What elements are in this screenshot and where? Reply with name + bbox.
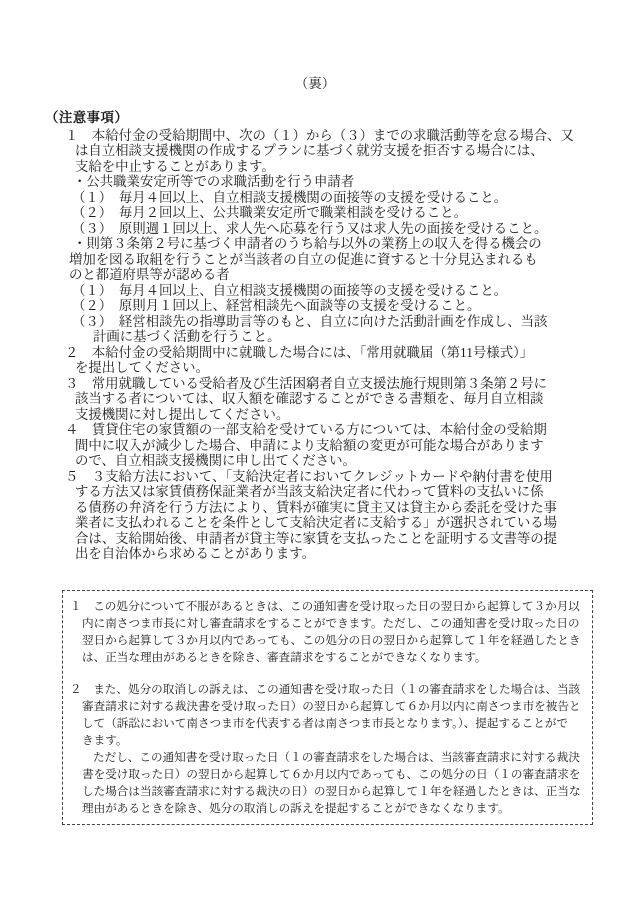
notice-line: る債務の弁済を行う方法により、賃料が確実に貸主又は貸主から委託を受けた事 [75, 499, 558, 515]
appeal-line: ただし、この通知書を受け取った日（１の審査請求をした場合は、当該審査請求に対する裁決 [93, 751, 580, 764]
notice-heading: （注意事項） [45, 110, 129, 125]
notice-line: ・公共職業安定所等での求職活動を行う申請者 [73, 174, 355, 189]
notice-line: ので、自立相談支援機関に申し出てください。 [75, 453, 356, 468]
notice-line: （３） 原則週１回以上、求人先へ応募を行う又は求人先の面接を受けること。 [72, 220, 548, 236]
appeal-line: 審査請求に対する裁決書を受け取った日）の翌日から起算して６か月以内に南さつま市を被告と [82, 700, 581, 713]
notice-line: する方法又は家賃債務保証業者が当該支給決定者に代わって賃料の支払いに係 [75, 484, 544, 499]
appeal-paragraph-1 [70, 598, 584, 666]
appeal-line: ２ また、処分の取消しの訴えは、この通知書を受け取った日（１の審査請求をした場合は、当該 [70, 683, 581, 696]
appeal-paragraph-2 [70, 681, 584, 817]
appeal-notice-box [62, 590, 593, 825]
notice-line: 計画に基づく活動を行うこと。 [93, 329, 281, 344]
appeal-line: 理由があるときを除き、処分の取消しの訴えを提起することができなくなります。 [82, 802, 510, 815]
notice-line: 支給を中止することがあります。 [75, 158, 275, 174]
appeal-line: は、正当な理由があるときを除き、審査請求をすることができなくなります。 [82, 651, 487, 664]
notice-line: ５ ３支給方法において、「支給決定者においてクレジットカードや納付書を使用 [65, 468, 553, 484]
notice-line: （１） 毎月４回以上、自立相談支援機関の面接等の支援を受けること。 [72, 189, 508, 205]
notice-line: 合は、支給開始後、申請者が貸主等に家賃を支払ったことを証明する文書等の提 [75, 530, 558, 546]
notice-line: ・則第３条第２号に基づく申請者のうち給与以外の業務上の収入を得る機会の [73, 236, 542, 251]
notice-line: 増加を図る取組を行うことが当該者の自立の促進に資すると十分見込まれるも [69, 251, 538, 267]
notice-line: ４ 賃貸住宅の家賃額の一部支給を受けている方については、本給付金の受給期 [65, 422, 547, 437]
notice-line: 業者に支払われることを条件として支給決定者に支給する」が選択されている場 [75, 515, 558, 530]
notice-line: は自立相談支援機関の作成するプランに基づく就労支援を拒否する場合には、 [75, 143, 544, 158]
notice-line: （２） 原則月１回以上、経営相談先へ面談等の支援を受けること。 [72, 298, 481, 313]
notice-line: のと都道府県等が認める者 [69, 267, 230, 282]
notice-line: １ 本給付金の受給期間中、次の（１）から（３）までの求職活動等を怠る場合、又 [65, 127, 574, 143]
notice-line: を提出してください。 [75, 360, 209, 375]
notice-line: 該当する者については、収入額を確認することができる書類を、毎月自立相談 [75, 391, 544, 406]
appeal-line: 内に南さつま市長に対し審査請求をすることができます。ただし、この通知書を受け取った日の [82, 617, 580, 630]
appeal-line: 翌日から起算して３か月以内であっても、この処分の日の翌日から起算して１年を経過したとき [82, 634, 581, 647]
notice-line: 間中に収入が減少した場合、申請により支給額の変更が可能な場合があります [75, 437, 544, 453]
notice-line: ２ 本給付金の受給期間中に就職した場合には、「常用就職届（第11号様式）」 [65, 344, 534, 360]
notice-line: 支援機関に対し提出してください。 [75, 406, 290, 422]
notice-line: 出を自治体から求めることがあります。 [75, 546, 315, 561]
paragraph-spacer [70, 666, 584, 681]
appeal-line: した場合は当該審査請求に対する裁決の日）の翌日から起算して１年を経過したときは、正当な [82, 785, 581, 798]
appeal-line: きます。 [82, 734, 128, 747]
notice-line: （３） 経営相談先の指導助言等のもと、自立に向けた活動計画を作成し、当該 [72, 313, 548, 329]
appeal-line: して（訴訟において南さつま市を代表する者は南さつま市長となります。）、提起することがで [82, 717, 569, 730]
appeal-line: 書を受け取った日）の翌日から起算して６か月以内であっても、この処分の日（１の審査請求を [82, 768, 581, 781]
notice-section [45, 110, 590, 562]
notice-line: （１） 毎月４回以上、自立相談支援機関の面接等の支援を受けること。 [72, 282, 508, 298]
appeal-line: １ この処分について不服があるときは、この通知書を受け取った日の翌日から起算して３か月以 [70, 600, 580, 613]
notice-line: ３ 常用就職している受給者及び生活困窮者自立支援法施行規則第３条第２号に [65, 375, 548, 391]
page-side-label: （裏） [294, 76, 336, 91]
notice-line: （２） 毎月２回以上、公共職業安定所で職業相談を受けること。 [72, 205, 468, 220]
